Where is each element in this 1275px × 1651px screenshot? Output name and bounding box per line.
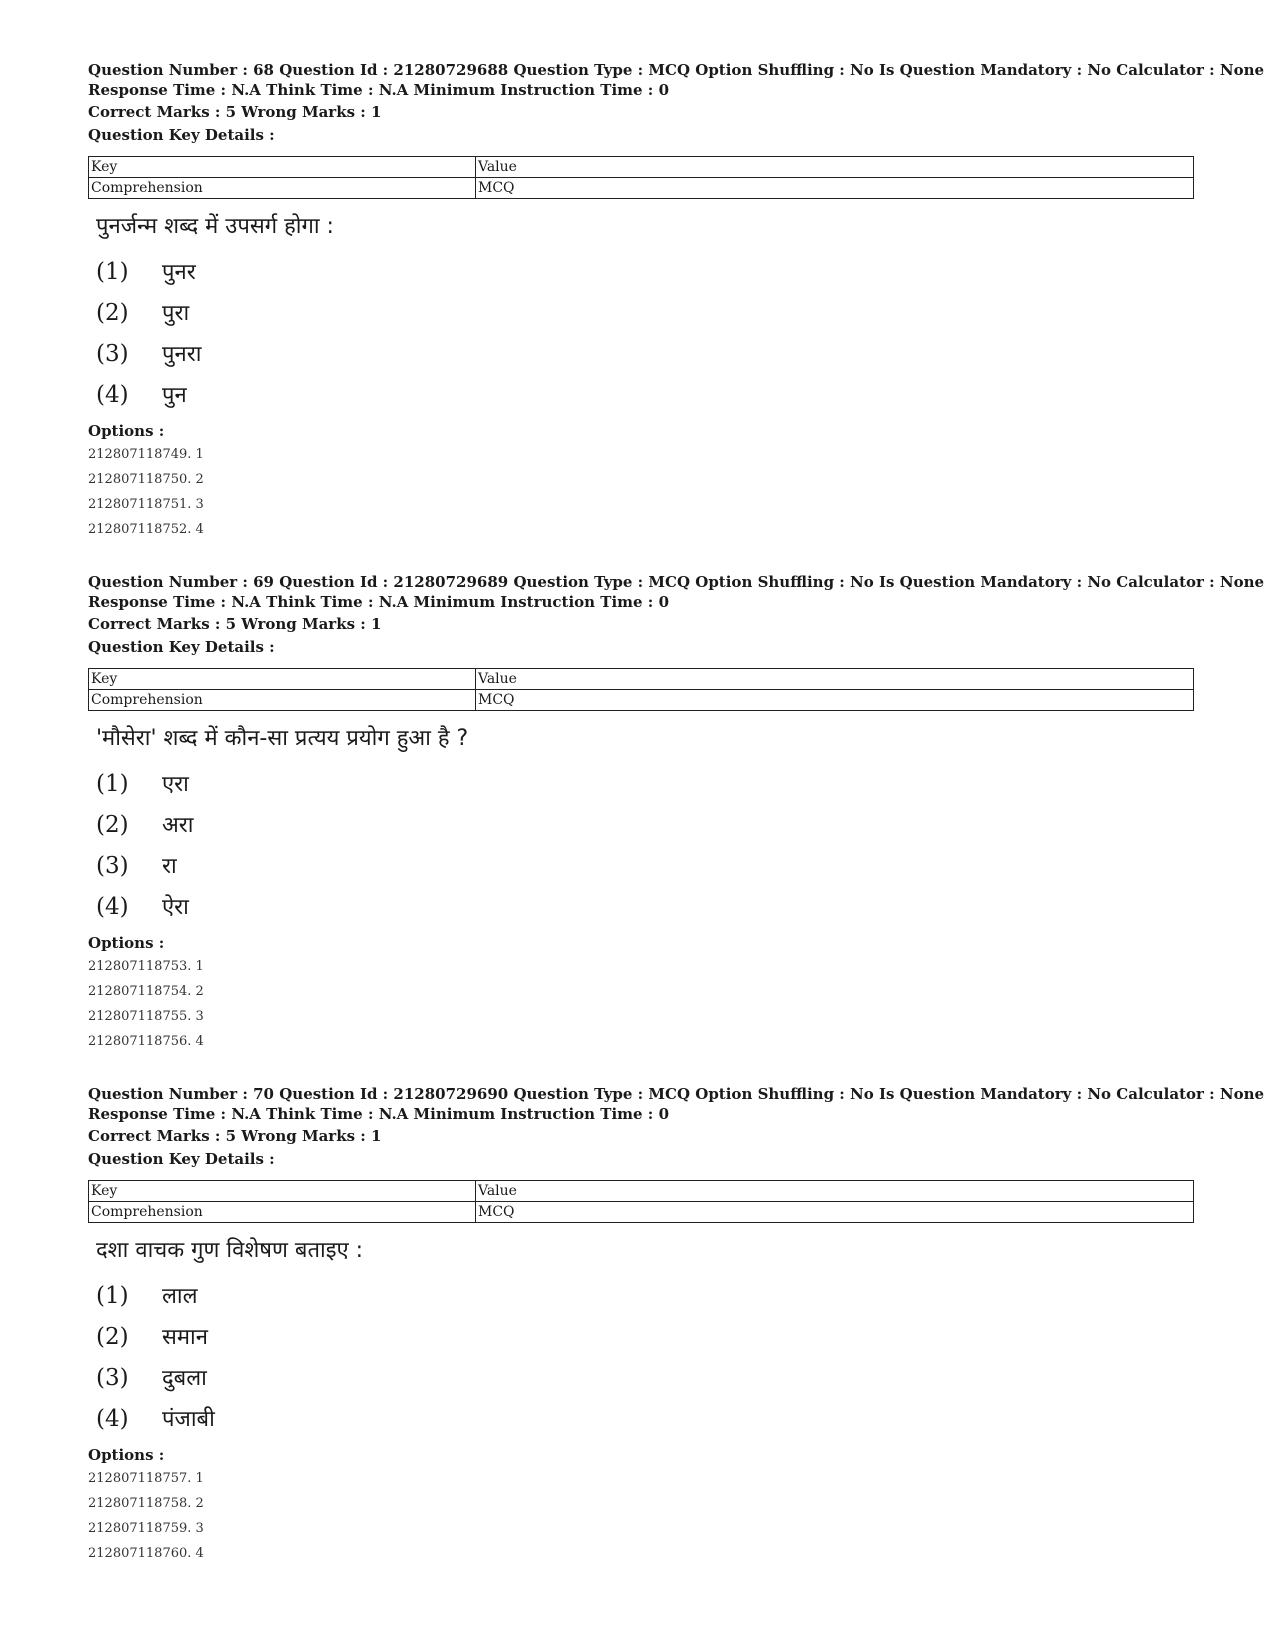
table-cell: Comprehension	[89, 690, 476, 711]
table-cell: MCQ	[476, 1202, 1194, 1223]
question-marks: Correct Marks : 5 Wrong Marks : 1	[88, 1127, 382, 1145]
answer-choice	[96, 1360, 207, 1396]
answer-choice	[96, 807, 194, 843]
question-marks: Correct Marks : 5 Wrong Marks : 1	[88, 103, 382, 121]
table-row	[89, 178, 1194, 199]
answer-choice	[96, 295, 189, 331]
key-details-table	[88, 156, 1194, 199]
choice-text: पुनर	[162, 260, 196, 285]
choice-number: (1)	[96, 259, 129, 285]
answer-choice	[96, 1319, 208, 1355]
table-header-cell: Value	[476, 1181, 1194, 1202]
choice-number: (1)	[96, 1283, 129, 1309]
answer-choice	[96, 848, 177, 884]
option-id: 212807118749. 1	[88, 447, 204, 462]
key-details-label: Question Key Details :	[88, 638, 275, 656]
choice-number: (1)	[96, 771, 129, 797]
question-block	[0, 572, 1275, 1072]
answer-choice	[96, 377, 187, 413]
option-id: 212807118753. 1	[88, 959, 204, 974]
table-row	[89, 1202, 1194, 1223]
choice-text: लाल	[162, 1284, 198, 1309]
answer-choice	[96, 336, 201, 372]
choice-text: दुबला	[162, 1366, 207, 1391]
choice-number: (3)	[96, 853, 129, 879]
table-header-cell: Value	[476, 669, 1194, 690]
table-header-cell: Value	[476, 157, 1194, 178]
choice-text: एरा	[162, 772, 189, 797]
choice-text: पुनरा	[162, 342, 202, 367]
table-cell: MCQ	[476, 690, 1194, 711]
option-id: 212807118750. 2	[88, 472, 204, 487]
question-block	[0, 60, 1275, 560]
choice-text: समान	[162, 1325, 208, 1350]
option-id: 212807118754. 2	[88, 984, 204, 999]
option-id: 212807118758. 2	[88, 1496, 204, 1511]
option-id: 212807118759. 3	[88, 1521, 204, 1536]
choice-number: (2)	[96, 1324, 129, 1350]
question-timing-line: Response Time : N.A Think Time : N.A Minimum Instruction Time : 0	[88, 81, 670, 99]
option-id: 212807118755. 3	[88, 1009, 204, 1024]
answer-choice	[96, 889, 189, 925]
question-meta-line: Question Number : 70 Question Id : 21280729690 Question Type : MCQ Option Shuffling : No Is Question Mandatory : No Calculator : None	[88, 1085, 1265, 1103]
table-header-row	[89, 157, 1194, 178]
choice-number: (4)	[96, 382, 129, 408]
question-text: 'मौसेरा' शब्द में कौन-सा प्रत्यय प्रयोग हुआ है ?	[96, 726, 469, 751]
choice-number: (2)	[96, 812, 129, 838]
choice-number: (3)	[96, 341, 129, 367]
answer-choice	[96, 766, 189, 802]
table-cell: Comprehension	[89, 178, 476, 199]
choice-text: रा	[162, 854, 177, 879]
choice-number: (2)	[96, 300, 129, 326]
table-header-cell: Key	[89, 669, 476, 690]
choice-text: ऐरा	[162, 895, 189, 920]
options-label: Options :	[88, 1446, 165, 1464]
choice-number: (4)	[96, 1406, 129, 1432]
choice-text: पुन	[162, 383, 187, 408]
options-label: Options :	[88, 422, 165, 440]
option-id: 212807118757. 1	[88, 1471, 204, 1486]
choice-text: अरा	[162, 813, 194, 838]
question-marks: Correct Marks : 5 Wrong Marks : 1	[88, 615, 382, 633]
table-cell: MCQ	[476, 178, 1194, 199]
question-timing-line: Response Time : N.A Think Time : N.A Minimum Instruction Time : 0	[88, 593, 670, 611]
key-details-table	[88, 668, 1194, 711]
question-text: पुनर्जन्म शब्द में उपसर्ग होगा :	[96, 214, 334, 239]
answer-choice	[96, 1401, 215, 1437]
question-timing-line: Response Time : N.A Think Time : N.A Minimum Instruction Time : 0	[88, 1105, 670, 1123]
question-text: दशा वाचक गुण विशेषण बताइए :	[96, 1238, 364, 1263]
option-id: 212807118756. 4	[88, 1034, 204, 1049]
answer-choice	[96, 1278, 198, 1314]
table-header-row	[89, 669, 1194, 690]
table-header-row	[89, 1181, 1194, 1202]
table-cell: Comprehension	[89, 1202, 476, 1223]
key-details-label: Question Key Details :	[88, 1150, 275, 1168]
table-header-cell: Key	[89, 1181, 476, 1202]
choice-number: (4)	[96, 894, 129, 920]
option-id: 212807118751. 3	[88, 497, 204, 512]
choice-text: पुरा	[162, 301, 190, 326]
question-meta-line: Question Number : 69 Question Id : 21280729689 Question Type : MCQ Option Shuffling : No Is Question Mandatory : No Calculator : None	[88, 573, 1265, 591]
options-label: Options :	[88, 934, 165, 952]
choice-text: पंजाबी	[162, 1407, 215, 1432]
option-id: 212807118752. 4	[88, 522, 204, 537]
key-details-label: Question Key Details :	[88, 126, 275, 144]
table-row	[89, 690, 1194, 711]
key-details-table	[88, 1180, 1194, 1223]
answer-choice	[96, 254, 196, 290]
table-header-cell: Key	[89, 157, 476, 178]
question-block	[0, 1084, 1275, 1584]
choice-number: (3)	[96, 1365, 129, 1391]
question-meta-line: Question Number : 68 Question Id : 21280729688 Question Type : MCQ Option Shuffling : No Is Question Mandatory : No Calculator : None	[88, 61, 1265, 79]
option-id: 212807118760. 4	[88, 1546, 204, 1561]
